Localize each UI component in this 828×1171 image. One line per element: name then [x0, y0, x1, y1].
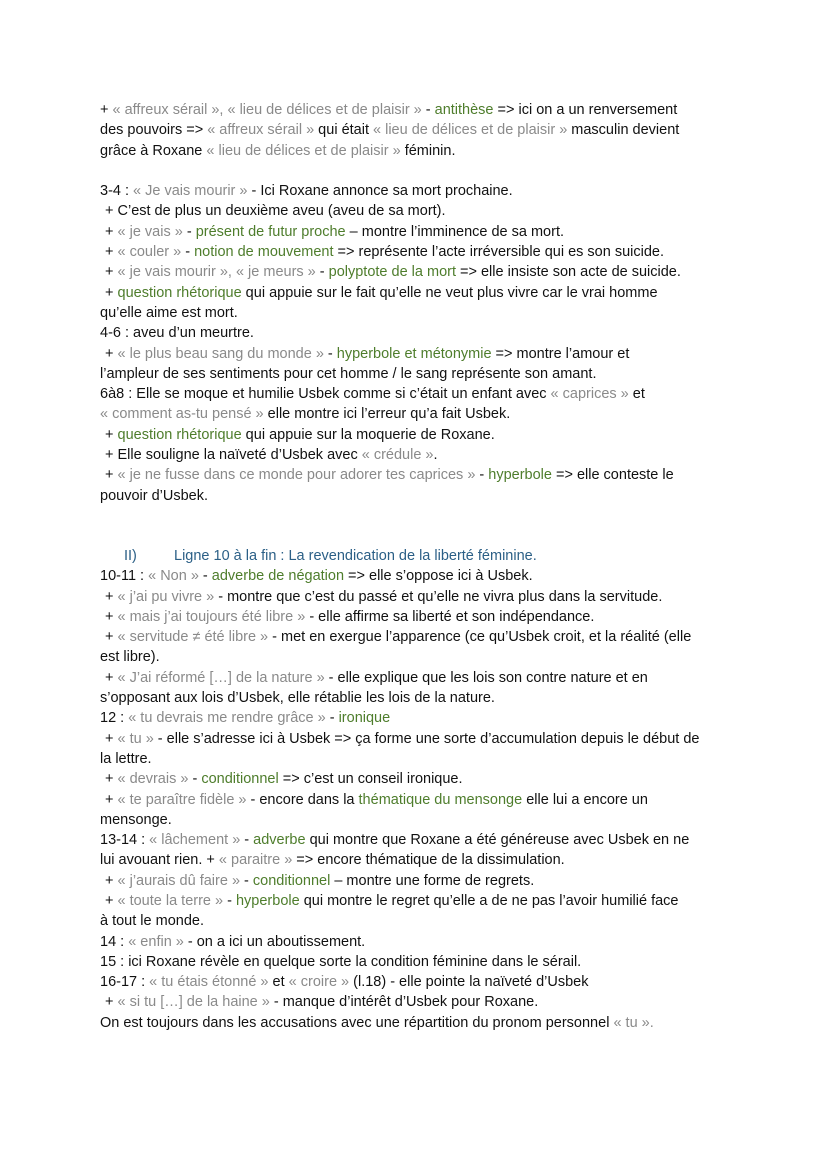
quote: « tu devrais me rendre grâce »	[128, 710, 326, 727]
text-line: + « je vais mourir », « je meurs » - polyptote de la mort => elle insiste son acte de suicide.	[105, 264, 681, 281]
quote: « comment as-tu pensé »	[100, 406, 264, 423]
text-line: + « tu » - elle s’adresse ici à Usbek => ça forme une sorte d’accumulation depuis le début de	[105, 730, 700, 747]
text-line: + « te paraître fidèle » - encore dans la thématique du mensonge elle lui a encore un	[105, 791, 648, 808]
figure-of-speech: hyperbole	[488, 467, 552, 484]
text-line: + « je vais » - présent de futur proche – montre l’imminence de sa mort.	[105, 223, 565, 240]
text-line: mensonge.	[100, 811, 172, 828]
text-line: la lettre.	[100, 750, 152, 767]
text-line: s’opposant aux lois d’Usbek, elle rétablie les lois de la nature.	[100, 690, 495, 707]
quote: « lâchement »	[149, 832, 241, 849]
text-line: + « si tu […] de la haine » - manque d’intérêt d’Usbek pour Roxane.	[105, 994, 539, 1011]
figure-of-speech: conditionnel	[201, 771, 279, 788]
text-line: On est toujours dans les accusations avec une répartition du pronom personnel « tu ».	[100, 1014, 654, 1031]
text-line: grâce à Roxane « lieu de délices et de plaisir » féminin.	[100, 142, 456, 159]
text-line: + « mais j’ai toujours été libre » - elle affirme sa liberté et son indépendance.	[105, 608, 595, 625]
text-line: est libre).	[100, 649, 160, 666]
quote: « Non »	[148, 568, 199, 585]
quote: « paraitre »	[218, 852, 293, 869]
quote: « j’ai pu vivre »	[117, 588, 215, 605]
text-line: + « devrais » - conditionnel => c’est un conseil ironique.	[105, 771, 463, 788]
quote: « je vais mourir », « je meurs »	[117, 264, 316, 281]
quote: « couler »	[117, 244, 182, 261]
spacer	[100, 161, 732, 181]
text-line: + question rhétorique qui appuie sur la moquerie de Roxane.	[105, 426, 495, 443]
text-line: lui avouant rien. + « paraitre » => encore thématique de la dissimulation.	[100, 852, 565, 869]
quote: « J’ai réformé […] de la nature »	[117, 669, 325, 686]
text-line: + « j’aurais dû faire » - conditionnel – montre une forme de regrets.	[105, 872, 535, 889]
text-line: 3-4 : « Je vais mourir » - Ici Roxane annonce sa mort prochaine.	[100, 183, 513, 200]
quote: « je ne fusse dans ce monde pour adorer tes caprices »	[117, 467, 476, 484]
quote: « j’aurais dû faire »	[117, 872, 241, 889]
quote: « devrais »	[117, 771, 189, 788]
quote: « tu étais étonné »	[149, 974, 269, 991]
text-line: pouvoir d’Usbek.	[100, 487, 208, 504]
text-line: 15 : ici Roxane révèle en quelque sorte la condition féminine dans le sérail.	[100, 953, 582, 970]
figure-of-speech: conditionnel	[252, 872, 331, 889]
figure-of-speech: adverbe	[253, 832, 306, 849]
text-line: 13-14 : « lâchement » - adverbe qui montre que Roxane a été généreuse avec Usbek en ne	[100, 832, 690, 849]
text-line: + « le plus beau sang du monde » - hyperbole et métonymie => montre l’amour et	[105, 345, 630, 362]
quote: « lieu de délices et de plaisir »	[373, 122, 568, 139]
text-line: 16-17 : « tu étais étonné » et « croire » (l.18) - elle pointe la naïveté d’Usbek	[100, 974, 589, 991]
text-line: 10-11 : « Non » - adverbe de négation => elle s’oppose ici à Usbek.	[100, 568, 533, 585]
quote: « toute la terre »	[117, 892, 224, 909]
text-line: + « je ne fusse dans ce monde pour adorer tes caprices » - hyperbole => elle conteste le	[105, 467, 674, 484]
text-line: + « j’ai pu vivre » - montre que c’est du passé et qu’elle ne vivra plus dans la servitude.	[105, 588, 663, 605]
figure-of-speech: antithèse	[434, 102, 494, 118]
text-line: l’ampleur de ses sentiments pour cet homme / le sang représente son amant.	[100, 365, 597, 382]
quote: « tu »	[117, 730, 154, 747]
text-line: + C’est de plus un deuxième aveu (aveu de sa mort).	[105, 203, 446, 220]
figure-of-speech: notion de mouvement	[194, 244, 334, 261]
quote: « servitude ≠ été libre »	[117, 629, 269, 646]
section-heading	[100, 546, 732, 566]
text-line: + « couler » - notion de mouvement => représente l’acte irréversible qui es son suicide.	[105, 244, 664, 261]
figure-of-speech: polyptote de la mort	[328, 264, 456, 281]
text-line: des pouvoirs => « affreux sérail » qui était « lieu de délices et de plaisir » masculin devient	[100, 122, 680, 139]
quote: « affreux sérail », « lieu de délices et de plaisir »	[112, 102, 422, 118]
text-line: + « servitude ≠ été libre » - met en exergue l’apparence (ce qu’Usbek croit, et la réalité (elle	[105, 629, 692, 646]
text-line: à tout le monde.	[100, 913, 204, 930]
quote: « je vais »	[117, 223, 183, 240]
figure-of-speech: thématique du mensonge	[358, 791, 523, 808]
figure-of-speech: hyperbole	[235, 892, 300, 909]
quote: « tu »	[613, 1014, 650, 1031]
quote: « crédule »	[361, 447, 434, 464]
text-line: + « toute la terre » - hyperbole qui montre le regret qu’elle a de ne pas l’avoir humilié face	[105, 892, 679, 909]
text-line: + question rhétorique qui appuie sur le fait qu’elle ne veut plus vivre car le vrai homme	[105, 284, 658, 301]
text-line: + « J’ai réformé […] de la nature » - elle explique que les lois son contre nature et en	[105, 669, 648, 686]
text-line: qu’elle aime est mort.	[100, 304, 238, 321]
text-line: + « affreux sérail », « lieu de délices et de plaisir » - antithèse => ici on a un renversement	[100, 102, 678, 118]
figure-of-speech: hyperbole et métonymie	[336, 345, 492, 362]
quote: « te paraître fidèle »	[117, 791, 247, 808]
quote: « enfin »	[128, 933, 184, 950]
figure-of-speech: présent de futur proche	[195, 223, 346, 240]
section-number: II)	[124, 547, 137, 564]
text-line: 14 : « enfin » - on a ici un aboutissement.	[100, 933, 366, 950]
figure-of-speech: question rhétorique	[117, 284, 242, 301]
text-line: 12 : « tu devrais me rendre grâce » - ironique	[100, 710, 391, 727]
quote: « lieu de délices et de plaisir »	[206, 142, 401, 159]
quote: « mais j’ai toujours été libre »	[117, 608, 306, 625]
quote: « le plus beau sang du monde »	[117, 345, 324, 362]
figure-of-speech: question rhétorique	[117, 426, 242, 443]
text-line: + Elle souligne la naïveté d’Usbek avec « crédule ».	[105, 447, 438, 464]
spacer	[100, 506, 732, 546]
quote: « croire »	[288, 974, 350, 991]
figure-of-speech: adverbe de négation	[211, 568, 345, 585]
quote: « affreux sérail »	[207, 122, 315, 139]
quote: « caprices »	[550, 386, 629, 403]
quote: « si tu […] de la haine »	[117, 994, 270, 1011]
quote: « Je vais mourir »	[133, 183, 248, 200]
section-title: Ligne 10 à la fin : La revendication de la liberté féminine.	[174, 547, 537, 564]
text-line: 4-6 : aveu d’un meurtre.	[100, 325, 254, 342]
text-line: 6à8 : Elle se moque et humilie Usbek comme si c’était un enfant avec « caprices » et	[100, 386, 645, 403]
document-body	[100, 100, 732, 1033]
text-line: « comment as-tu pensé » elle montre ici l’erreur qu’a fait Usbek.	[100, 406, 511, 423]
figure-of-speech: ironique	[338, 710, 391, 727]
